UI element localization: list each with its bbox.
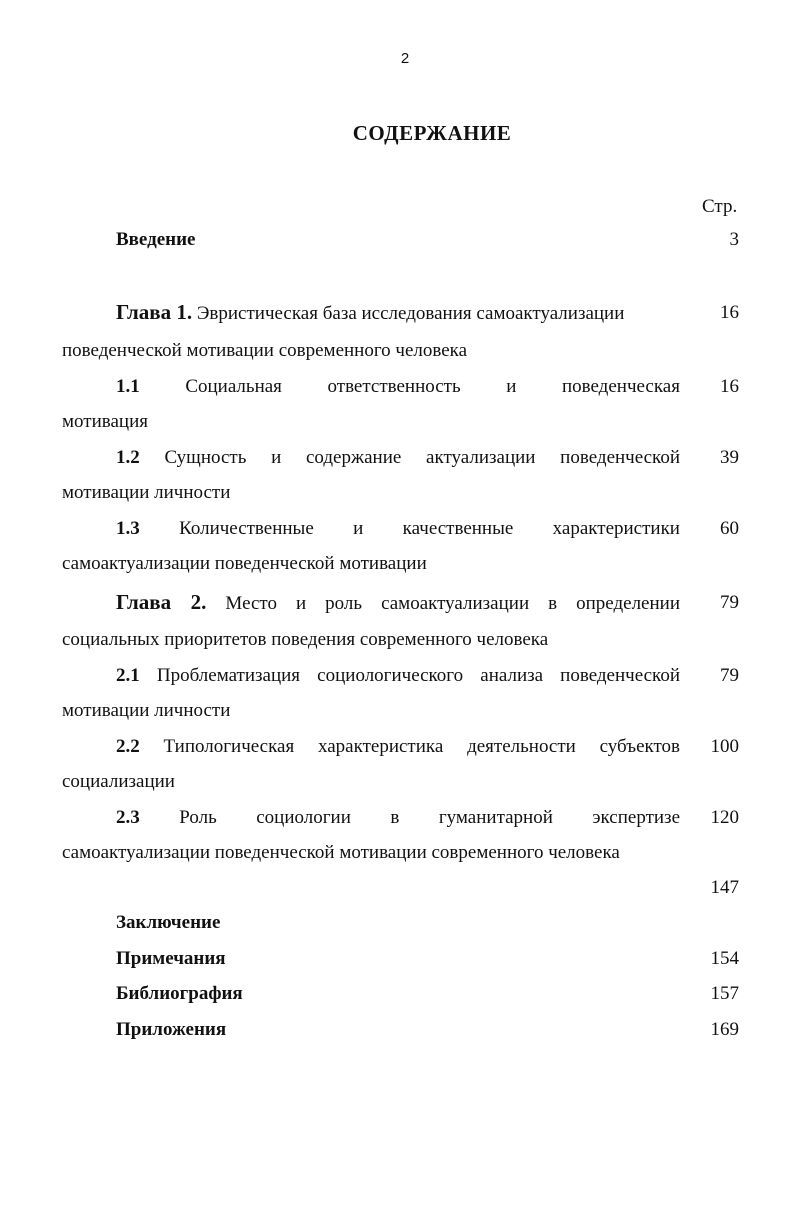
toc-section-2-3-word: в	[390, 807, 400, 828]
toc-entry-conclusion: Заключение	[116, 912, 221, 933]
toc-section-2-3-line2: самоактуализации поведенческой мотивации современного человека	[62, 842, 620, 863]
toc-chapter-2-title: Место и роль самоактуализации в определении	[225, 593, 680, 614]
toc-chapter-2-page: 79	[720, 592, 739, 613]
toc-section-1-3-word: характеристики	[552, 518, 680, 539]
toc-section-2-1-line1	[116, 665, 680, 687]
toc-section-1-1-word: и	[506, 376, 517, 397]
toc-section-2-2-line2: социализации	[62, 771, 175, 792]
toc-entry-conclusion-page: 147	[710, 877, 739, 898]
toc-entry-bibliography: Библиография	[116, 983, 243, 1004]
toc-entry-notes-page: 154	[710, 948, 739, 969]
toc-chapter-1-title: Эвристическая база исследования самоактуализации	[196, 303, 625, 324]
toc-section-2-2-line1	[116, 736, 680, 758]
toc-section-1-3-word: и	[353, 518, 364, 539]
toc-section-1-3-word: Количественные	[179, 518, 314, 539]
toc-chapter-1-head: Глава 1.	[116, 300, 193, 324]
toc-section-2-3-word: социологии	[256, 807, 351, 828]
toc-section-2-3-page: 120	[710, 807, 739, 828]
toc-section-1-3-line2: самоактуализации поведенческой мотивации	[62, 553, 427, 574]
toc-section-1-3-num: 1.3	[116, 518, 140, 539]
toc-section-2-1-line2: мотивации личности	[62, 700, 231, 721]
toc-section-1-3-word: качественные	[402, 518, 514, 539]
toc-section-2-3-line1	[116, 807, 680, 829]
toc-section-2-3-word: экспертизе	[592, 807, 680, 828]
toc-section-1-2-page: 39	[720, 447, 739, 468]
toc-section-1-1-num: 1.1	[116, 376, 140, 397]
toc-section-2-2-page: 100	[710, 736, 739, 757]
toc-section-2-2-title: Типологическая характеристика деятельности субъектов	[163, 736, 681, 757]
toc-chapter-1-page: 16	[720, 302, 739, 323]
toc-section-2-3-word: Роль	[179, 807, 217, 828]
toc-section-1-1-word: Социальная	[185, 376, 282, 397]
toc-section-1-1-page: 16	[720, 376, 739, 397]
toc-section-1-3-page: 60	[720, 518, 739, 539]
toc-section-2-3-num: 2.3	[116, 807, 140, 828]
toc-chapter-2-line2: социальных приоритетов поведения современного человека	[62, 629, 549, 650]
toc-entry-intro-page: 3	[729, 229, 739, 250]
toc-section-2-3-word: гуманитарной	[438, 807, 553, 828]
page-number: 2	[400, 50, 410, 67]
toc-section-1-2-num: 1.2	[116, 447, 140, 468]
toc-section-1-1-line2: мотивация	[62, 411, 148, 432]
toc-section-2-1-title: Проблематизация социологического анализа поведенческой	[156, 665, 680, 686]
toc-entry-bibliography-page: 157	[710, 983, 739, 1004]
toc-entry-intro: Введение	[116, 229, 196, 250]
toc-entry-appendices-page: 169	[710, 1019, 739, 1040]
toc-section-1-3-line1	[116, 518, 680, 540]
toc-section-1-2-title: Сущность и содержание актуализации поведенческой	[164, 447, 680, 468]
toc-section-2-2-num: 2.2	[116, 736, 140, 757]
toc-section-1-2-line2: мотивации личности	[62, 482, 231, 503]
page-column-label: Стр.	[702, 196, 738, 217]
toc-section-2-1-num: 2.1	[116, 665, 140, 686]
page-title: СОДЕРЖАНИЕ	[352, 121, 512, 145]
toc-chapter-2-head: Глава 2.	[116, 590, 207, 614]
toc-section-1-1-line1	[116, 376, 680, 398]
toc-section-1-1-word: поведенческая	[561, 376, 680, 397]
toc-entry-appendices: Приложения	[116, 1019, 227, 1040]
toc-section-1-2-line1	[116, 447, 680, 469]
toc-section-1-1-word: ответственность	[327, 376, 461, 397]
toc-chapter-1-line2: поведенческой мотивации современного человека	[62, 340, 468, 361]
toc-chapter-2-line1	[116, 590, 680, 615]
toc-entry-notes: Примечания	[116, 948, 226, 969]
toc-chapter-1-line1	[116, 300, 680, 325]
toc-section-2-1-page: 79	[720, 665, 739, 686]
